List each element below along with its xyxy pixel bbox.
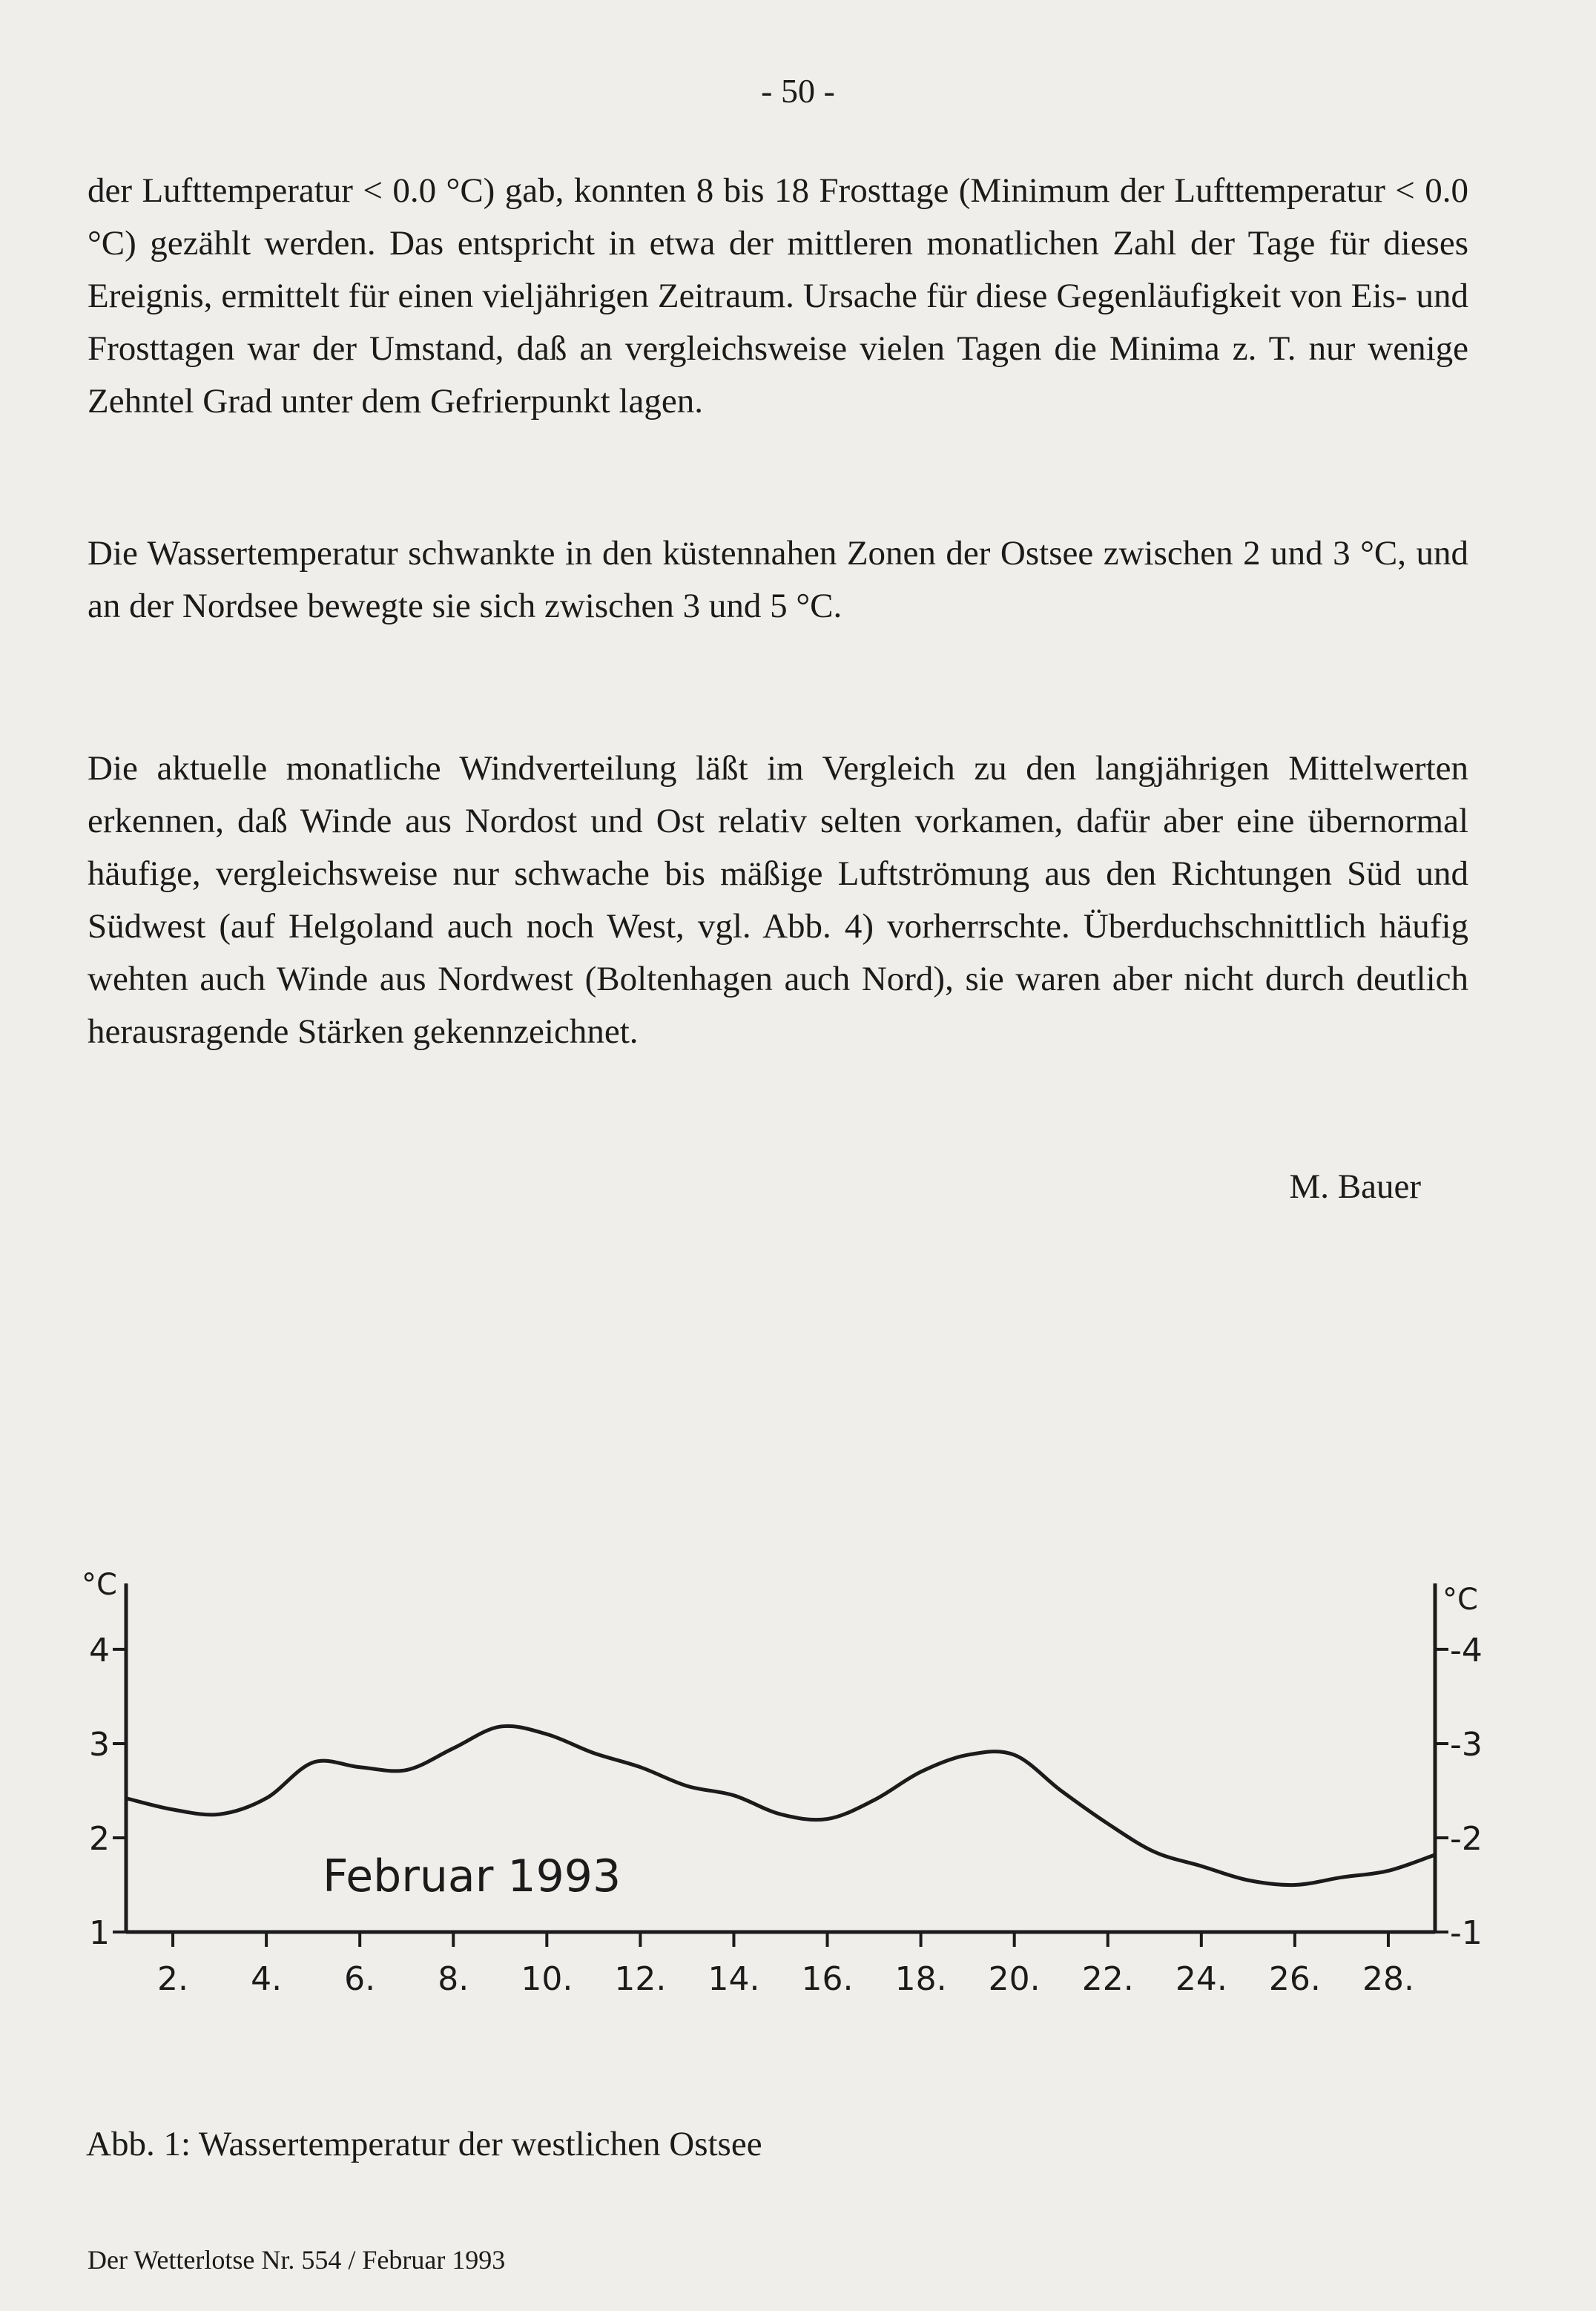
- author-signature: M. Bauer: [1289, 1167, 1421, 1206]
- x-tick-label: 22.: [1081, 1960, 1134, 1998]
- chart-ylabel-left: °C: [82, 1568, 117, 1602]
- y-tick-label-right: -1: [1450, 1914, 1483, 1952]
- x-tick-label: 2.: [157, 1960, 189, 1998]
- paragraph-frosttage: [88, 165, 1468, 428]
- water-temperature-chart: [67, 1557, 1506, 2032]
- x-tick-label: 20.: [988, 1960, 1041, 1998]
- x-tick-label: 8.: [438, 1960, 469, 1998]
- paragraph-wassertemperatur: [88, 527, 1468, 633]
- x-tick-label: 28.: [1362, 1960, 1414, 1998]
- paragraph-windverteilung: [88, 742, 1468, 1058]
- y-tick-label-right: -4: [1450, 1631, 1483, 1669]
- x-tick-label: 14.: [708, 1960, 760, 1998]
- chart-title: Februar 1993: [323, 1850, 621, 1902]
- x-tick-label: 10.: [521, 1960, 573, 1998]
- figure-caption: Abb. 1: Wassertemperatur der westlichen Ostsee: [86, 2125, 762, 2163]
- x-tick-label: 24.: [1175, 1960, 1227, 1998]
- x-tick-label: 6.: [344, 1960, 376, 1998]
- y-tick-label-right: -3: [1450, 1725, 1483, 1764]
- y-tick-label-left: 4: [89, 1631, 110, 1669]
- y-tick-label-left: 1: [89, 1914, 110, 1952]
- y-tick-label-right: -2: [1450, 1819, 1483, 1858]
- paragraph-text: Die aktuelle monatliche Windverteilung läßt im Vergleich zu den langjährigen Mittelwerten erkennen, daß Winde aus Nordost und Ost relativ selten vorkamen, dafür aber eine übernormal häufige, vergleichsweise nur schwache bis mäßige Luftströmung aus den Richtungen Süd und Südwest (auf Helgoland auch noch West, vgl. Abb. 4) vorherrschte. Überduchschnittlich häufig wehten auch Winde aus Nordwest (Boltenhagen auch Nord), sie waren aber nicht durch deutlich herausragende Stärken gekennzeichnet.: [88, 749, 1468, 1051]
- page-footer: Der Wetterlotse Nr. 554 / Februar 1993: [88, 2245, 506, 2275]
- x-tick-label: 16.: [801, 1960, 854, 1998]
- paragraph-text: Die Wassertemperatur schwankte in den küstennahen Zonen der Ostsee zwischen 2 und 3 °C, und an der Nordsee bewegte sie sich zwischen 3 und 5 °C.: [88, 534, 1468, 625]
- x-tick-label: 18.: [894, 1960, 947, 1998]
- y-tick-label-left: 3: [89, 1725, 110, 1764]
- chart-ylabel-right: °C: [1442, 1583, 1478, 1617]
- x-tick-label: 12.: [614, 1960, 667, 1998]
- page-number: - 50 -: [761, 72, 835, 110]
- x-tick-label: 4.: [251, 1960, 283, 1998]
- y-tick-label-left: 2: [89, 1819, 110, 1858]
- paragraph-text: der Lufttemperatur < 0.0 °C) gab, konnten 8 bis 18 Frosttage (Minimum der Lufttemperatur < 0.0 °C) gezählt werden. Das entspricht in etwa der mittleren monatlichen Zahl der Tage für dieses Ereignis, ermittelt für einen vieljährigen Zeitraum. Ursache für diese Gegenläufigkeit von Eis- und Frosttagen war der Umstand, daß an vergleichsweise vielen Tagen die Minima z. T. nur wenige Zehntel Grad unter dem Gefrierpunkt lagen.: [88, 171, 1468, 421]
- x-tick-label: 26.: [1268, 1960, 1321, 1998]
